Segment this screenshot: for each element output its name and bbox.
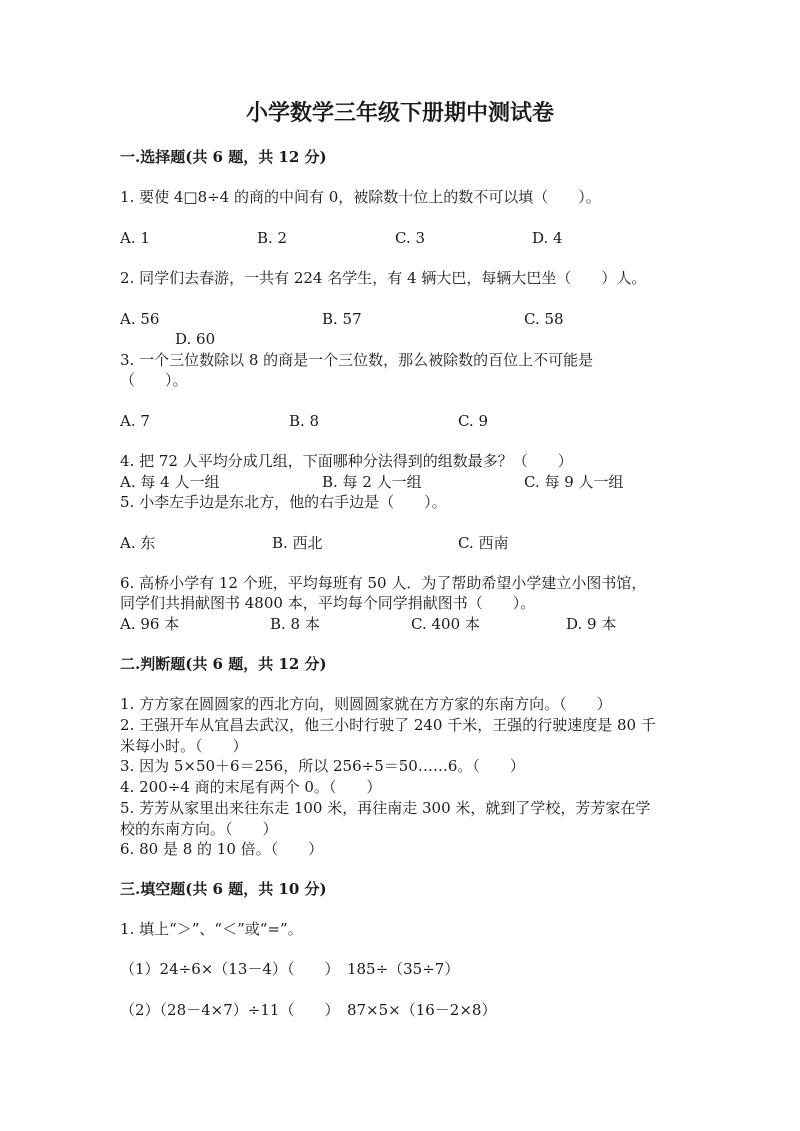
option-b[interactable]: B. 西北 — [272, 534, 323, 552]
judgment-line: 校的东南方向。（ ） — [120, 820, 278, 838]
question-stem-continued: （ ）。 — [120, 371, 188, 389]
option-d[interactable]: D. 4 — [532, 229, 563, 247]
judgment-line: 6. 80 是 8 的 10 倍。（ ） — [120, 840, 324, 858]
question-stem-continued: 同学们共捐献图书 4800 本，平均每个同学捐献图书（ ）。 — [120, 594, 536, 612]
option-c[interactable]: C. 58 — [524, 310, 564, 328]
option-c[interactable]: C. 每 9 人一组 — [524, 473, 624, 491]
option-a[interactable]: A. 每 4 人一组 — [120, 473, 220, 491]
option-b[interactable]: B. 2 — [257, 229, 288, 247]
section-header-choice: 一.选择题(共 6 题，共 12 分) — [120, 148, 327, 166]
page-title: 小学数学三年级下册期中测试卷 — [245, 100, 554, 126]
section-header-judgment: 二.判断题(共 6 题，共 12 分) — [120, 655, 327, 673]
question-stem: 6. 高桥小学有 12 个班，平均每班有 50 人．为了帮助希望小学建立小图书馆， — [120, 574, 647, 592]
option-a[interactable]: A. 东 — [120, 534, 156, 552]
option-a[interactable]: A. 1 — [120, 229, 150, 247]
option-c[interactable]: C. 西南 — [458, 534, 509, 552]
option-c[interactable]: C. 3 — [395, 229, 426, 247]
question-stem: 2. 同学们去春游，一共有 224 名学生，有 4 辆大巴，每辆大巴坐（ ）人。 — [120, 269, 647, 287]
judgment-line: 米每小时。（ ） — [120, 737, 248, 755]
question-stem: 5. 小李左手边是东北方，他的右手边是（ ）。 — [120, 493, 447, 511]
fill-line: （1）24÷6×（13－4）（ ） 185÷（35÷7） — [120, 960, 460, 978]
section-header-fill: 三.填空题(共 6 题，共 10 分) — [120, 880, 327, 898]
option-b[interactable]: B. 57 — [322, 310, 362, 328]
question-stem: 3. 一个三位数除以 8 的商是一个三位数，那么被除数的百位上不可能是 — [120, 351, 594, 369]
question-stem: 4. 把 72 人平均分成几组，下面哪种分法得到的组数最多？（ ） — [120, 452, 573, 470]
option-d[interactable]: D. 9 本 — [566, 615, 617, 633]
option-b[interactable]: B. 8 — [289, 412, 320, 430]
option-d[interactable]: D. 60 — [175, 330, 216, 348]
fill-line: 1. 填上“＞”、“＜”或“=”。 — [120, 920, 303, 938]
option-a[interactable]: A. 7 — [120, 412, 150, 430]
option-c[interactable]: C. 9 — [458, 412, 489, 430]
option-b[interactable]: B. 8 本 — [270, 615, 320, 633]
judgment-line: 1. 方方家在圆圆家的西北方向，则圆圆家就在方方家的东南方向。（ ） — [120, 695, 612, 713]
option-c[interactable]: C. 400 本 — [411, 615, 480, 633]
option-a[interactable]: A. 96 本 — [120, 615, 180, 633]
judgment-line: 4. 200÷4 商的末尾有两个 0。（ ） — [120, 778, 382, 796]
judgment-line: 2. 王强开车从宜昌去武汉，他三小时行驶了 240 千米，王强的行驶速度是 80 千 — [120, 716, 656, 734]
option-b[interactable]: B. 每 2 人一组 — [322, 473, 422, 491]
judgment-line: 3. 因为 5×50＋6＝256，所以 256÷5＝50……6。（ ） — [120, 757, 525, 775]
judgment-line: 5. 芳芳从家里出来往东走 100 米，再往南走 300 米，就到了学校，芳芳家在学 — [120, 799, 651, 817]
question-stem: 1. 要使 4□8÷4 的商的中间有 0，被除数十位上的数不可以填（ ）。 — [120, 188, 601, 206]
fill-line: （2）（28－4×7）÷11（ ） 87×5×（16－2×8） — [120, 1001, 497, 1019]
option-a[interactable]: A. 56 — [120, 310, 160, 328]
